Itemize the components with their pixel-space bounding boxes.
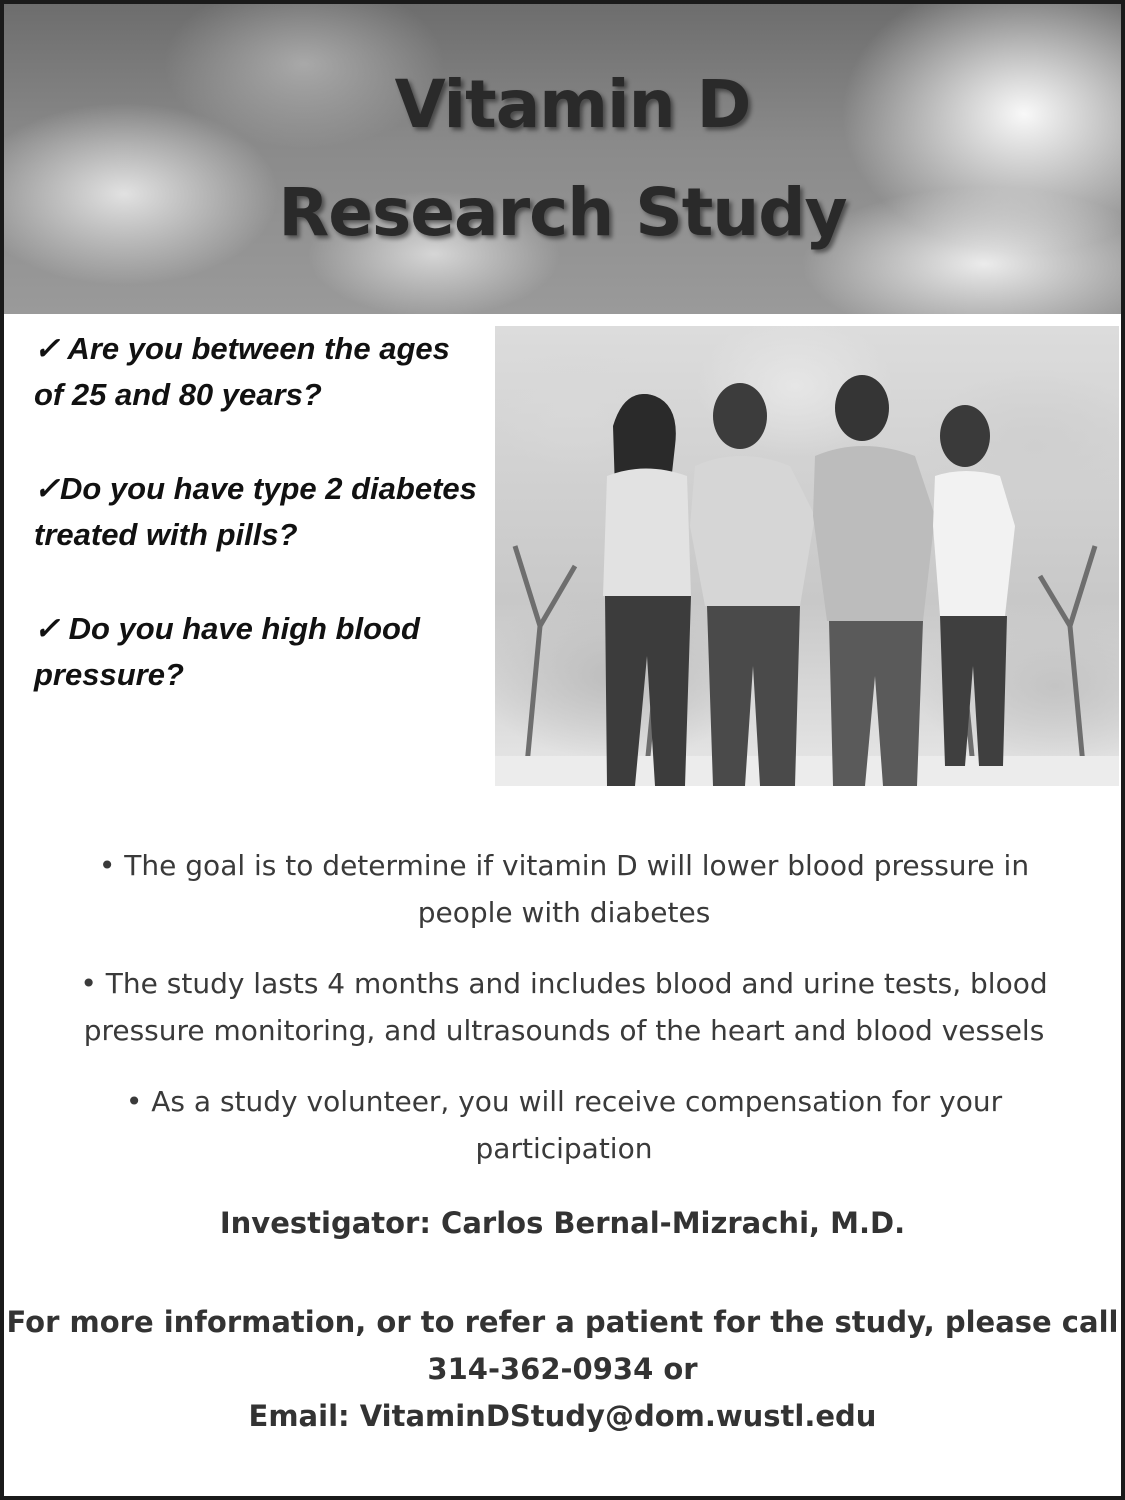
contact-phone[interactable]: 314-362-0934 or	[427, 1352, 698, 1386]
question-blood-pressure: ✓ Do you have high blood pressure?	[34, 611, 420, 692]
title-line-2: Research Study	[278, 174, 847, 251]
study-details	[64, 842, 1064, 1196]
person-4	[933, 405, 1015, 766]
detail-duration: • The study lasts 4 months and includes blood and urine tests, blood pressure monitoring, and ultrasounds of the heart and blood vessels	[80, 967, 1048, 1047]
question-age: ✓ Are you between the ages of 25 and 80 years?	[34, 331, 450, 412]
contact-intro: For more information, or to refer a patient for the study, please call	[6, 1305, 1119, 1339]
contact-email[interactable]: Email: VitaminDStudy@dom.wustl.edu	[248, 1399, 877, 1433]
detail-compensation: • As a study volunteer, you will receive compensation for your participation	[125, 1085, 1003, 1165]
question-diabetes: ✓Do you have type 2 diabetes treated with pills?	[34, 471, 477, 552]
eligibility-questions	[34, 326, 484, 746]
group-walking-photo	[495, 326, 1119, 786]
investigator-name: Investigator: Carlos Bernal-Mizrachi, M.D.	[219, 1206, 906, 1240]
people-illustration	[495, 326, 1119, 786]
person-2	[690, 383, 815, 786]
detail-goal: • The goal is to determine if vitamin D will lower blood pressure in people with diabetes	[98, 849, 1030, 929]
contact-info	[4, 1299, 1121, 1440]
person-1	[603, 394, 691, 786]
title-line-1: Vitamin D	[394, 66, 751, 143]
person-3	[813, 375, 935, 786]
sky-header-banner	[4, 4, 1121, 314]
